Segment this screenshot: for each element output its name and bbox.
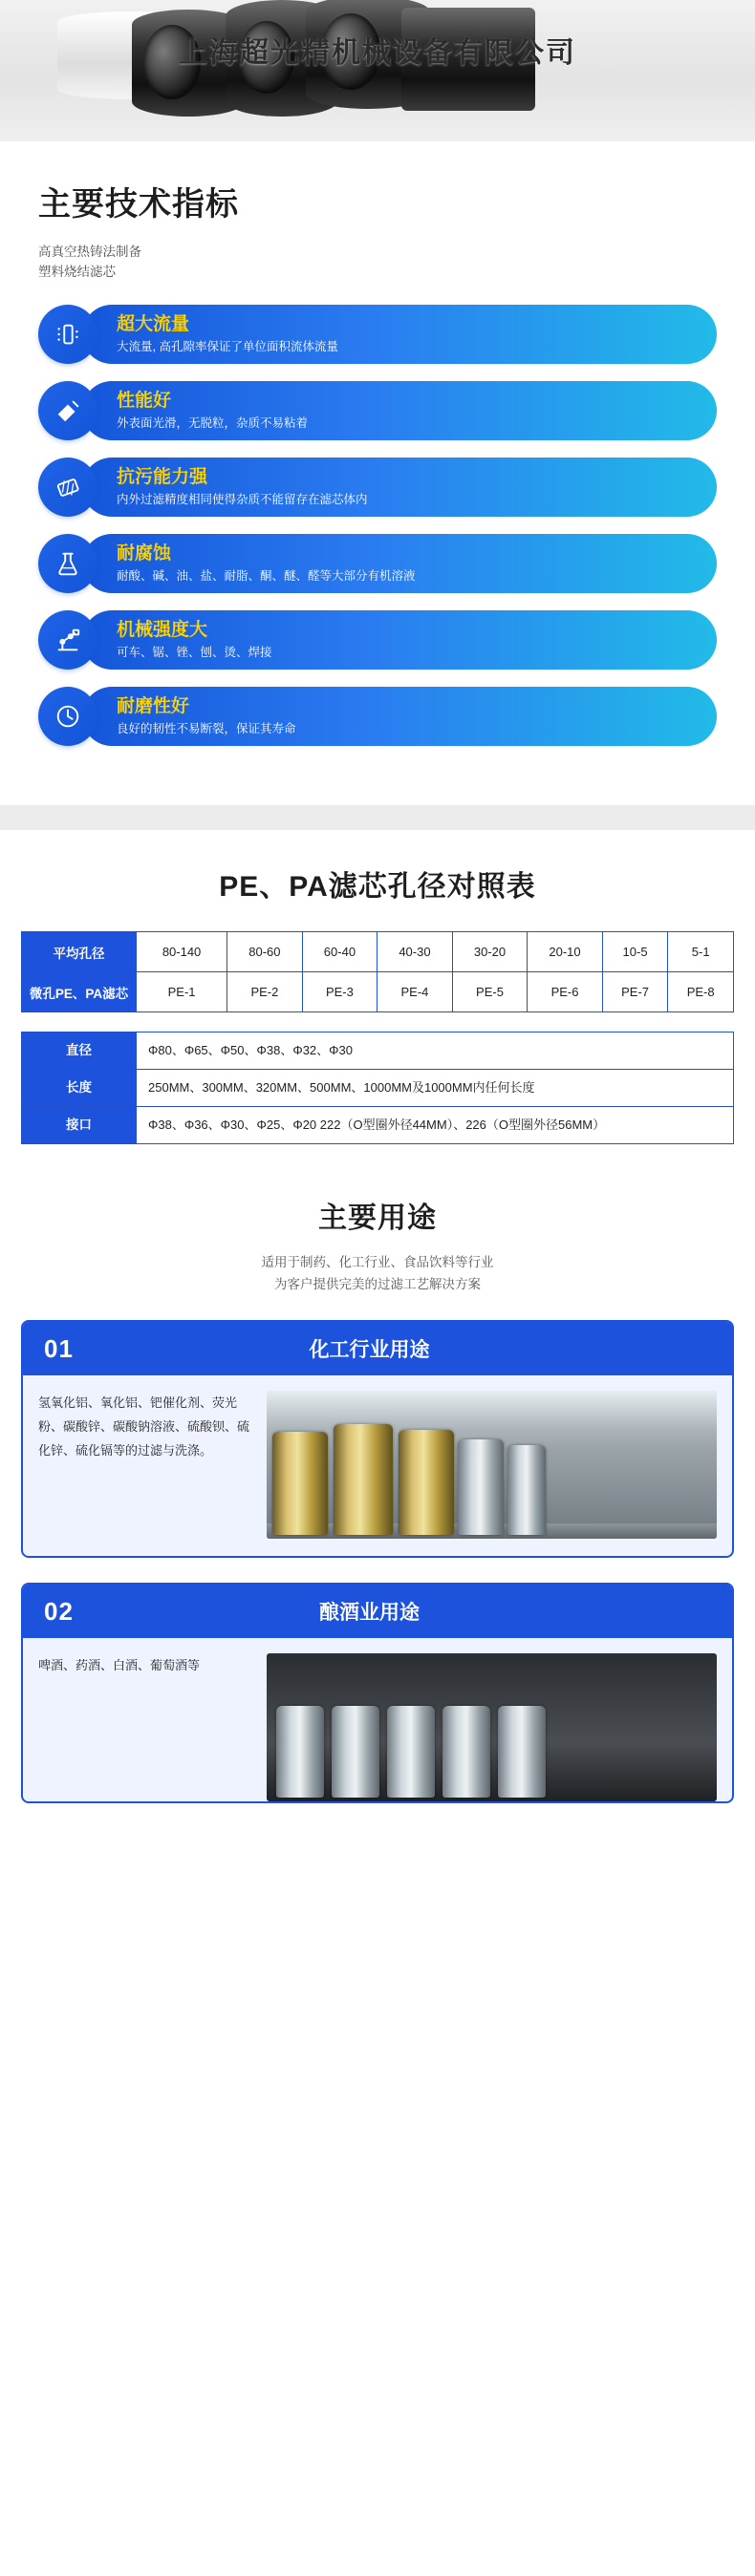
table-cell: 5-1: [668, 932, 734, 972]
row-header: 微孔PE、PA滤芯: [22, 972, 137, 1012]
usage-card-header: [23, 1585, 732, 1638]
section-title-tech: 主要技术指标: [38, 186, 239, 223]
feature-desc: 大流量, 高孔隙率保证了单位面积流体流量: [117, 339, 338, 353]
usage-section: [0, 1161, 755, 1803]
chemical-plant-photo: [267, 1391, 717, 1539]
section-title-table: PE、PA滤芯孔径对照表: [219, 871, 536, 903]
table-cell: PE-2: [227, 972, 303, 1012]
smooth-surface-icon: [38, 381, 97, 440]
table-cell: 250MM、300MM、320MM、500MM、1000MM及1000MM内任何长度: [137, 1070, 734, 1107]
usage-card-01: [21, 1320, 734, 1558]
table-cell: Φ38、Φ36、Φ30、Φ25、Φ20 222（O型圈外径44MM）、226（O型圈外径56MM）: [137, 1107, 734, 1144]
brewery-photo: [267, 1653, 717, 1801]
table-cell: 20-10: [528, 932, 603, 972]
pipe-photo: [0, 0, 755, 141]
table-row: [22, 1107, 734, 1144]
table-row: [22, 1033, 734, 1070]
row-header: 接口: [22, 1107, 137, 1144]
feature-desc: 耐酸、碱、油、盐、耐脂、酮、醚、醛等大部分有机溶液: [117, 568, 416, 583]
usage-card-title: 化工行业用途: [309, 1339, 430, 1361]
table-cell: 10-5: [602, 932, 668, 972]
table-cell: Φ80、Φ65、Φ50、Φ38、Φ32、Φ30: [137, 1033, 734, 1070]
table-cell: PE-8: [668, 972, 734, 1012]
feature-title: 超大流量: [117, 313, 190, 334]
row-header: 长度: [22, 1070, 137, 1107]
machine-arm-icon: [38, 610, 97, 670]
tech-subtitle: [38, 242, 717, 282]
feature-desc: 内外过滤精度相同使得杂质不能留存在滤芯体内: [117, 492, 368, 506]
flask-icon: [38, 534, 97, 593]
feature-title: 机械强度大: [117, 619, 208, 640]
spec-table: [21, 1032, 734, 1144]
row-header: 平均孔径: [22, 932, 137, 972]
feature-desc: 良好的韧性不易断裂，保证其寿命: [117, 721, 296, 735]
usage-subtitle-line2: 为客户提供完美的过滤工艺解决方案: [274, 1277, 481, 1291]
section-divider: [0, 805, 755, 830]
feature-item: [38, 534, 717, 593]
tables-wrapper: [0, 931, 755, 1144]
feature-list: [38, 305, 717, 746]
usage-subtitle-line1: 适用于制药、化工行业、食品饮料等行业: [261, 1255, 494, 1269]
table-row: [22, 1070, 734, 1107]
filter-grid-icon: [38, 458, 97, 517]
usage-card-text: 啤酒、药酒、白酒、葡萄酒等: [38, 1658, 201, 1672]
clock-icon: [38, 687, 97, 746]
tech-subtitle-line1: 高真空热铸法制备: [38, 245, 141, 259]
usage-card-body: [23, 1375, 732, 1556]
company-name: 上海超光精机械设备有限公司: [179, 37, 576, 69]
table-cell: 60-40: [302, 932, 378, 972]
table-cell: PE-5: [452, 972, 528, 1012]
table-cell: 30-20: [452, 932, 528, 972]
table-cell: 40-30: [378, 932, 453, 972]
usage-subtitle: [0, 1251, 755, 1295]
feature-item: [38, 381, 717, 440]
tech-subtitle-line2: 塑料烧结滤芯: [38, 265, 116, 279]
table-cell: PE-7: [602, 972, 668, 1012]
table-cell: PE-1: [137, 972, 227, 1012]
feature-title: 性能好: [117, 390, 172, 411]
feature-desc: 可车、锯、锉、刨、烫、焊接: [117, 645, 272, 659]
feature-body: [82, 610, 717, 670]
flow-dots-icon: [38, 305, 97, 364]
feature-title: 抗污能力强: [117, 466, 208, 487]
section-title-usage: 主要用途: [318, 1203, 437, 1234]
feature-body: [82, 458, 717, 517]
feature-body: [82, 534, 717, 593]
row-header: 直径: [22, 1033, 137, 1070]
table-cell: PE-3: [302, 972, 378, 1012]
pore-table-section: [0, 830, 755, 1161]
tech-indicators-section: [0, 141, 755, 805]
feature-item: [38, 610, 717, 670]
table-row: [22, 932, 734, 972]
table-cell: PE-6: [528, 972, 603, 1012]
usage-card-number: 02: [44, 1596, 74, 1626]
feature-item: [38, 687, 717, 746]
table-cell: PE-4: [378, 972, 453, 1012]
usage-card-number: 01: [44, 1333, 74, 1363]
feature-title: 耐腐蚀: [117, 543, 172, 564]
usage-card-header: [23, 1322, 732, 1375]
feature-item: [38, 458, 717, 517]
feature-body: [82, 381, 717, 440]
table-row: [22, 972, 734, 1012]
feature-title: 耐磨性好: [117, 695, 190, 716]
feature-body: [82, 305, 717, 364]
feature-item: [38, 305, 717, 364]
feature-body: [82, 687, 717, 746]
usage-card-body: [23, 1638, 732, 1801]
table-cell: 80-140: [137, 932, 227, 972]
pore-size-table: [21, 931, 734, 1012]
hero-banner: [0, 0, 755, 141]
feature-desc: 外表面光滑，无脱粒，杂质不易粘着: [117, 415, 309, 430]
table-cell: 80-60: [227, 932, 303, 972]
usage-card-title: 酿酒业用途: [318, 1602, 420, 1624]
usage-card-02: [21, 1583, 734, 1803]
usage-card-text: 氢氧化铝、氧化铝、钯催化剂、荧光粉、碳酸锌、碳酸钠溶液、硫酸钡、硫化锌、硫化镉等的过滤与洗涤。: [38, 1395, 250, 1458]
